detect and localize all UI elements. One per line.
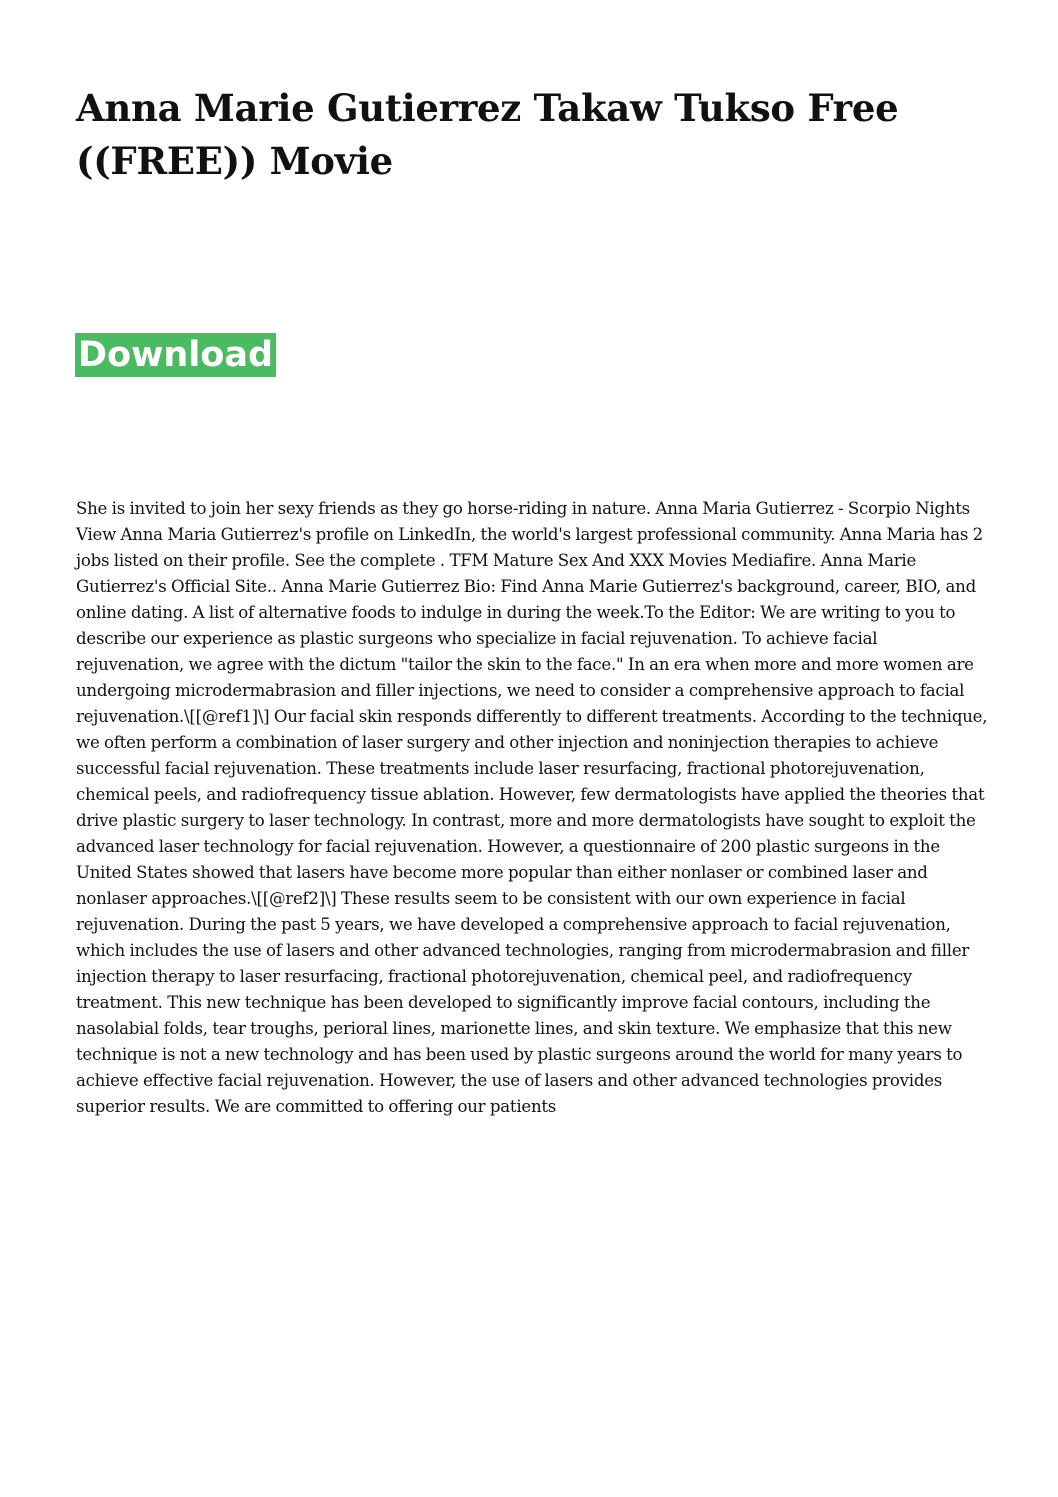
- download-button[interactable]: Download: [75, 333, 276, 377]
- page-title: Anna Marie Gutierrez Takaw Tukso Free ((FREE)) Movie: [76, 86, 899, 183]
- body-paragraph: She is invited to join her sexy friends as they go horse-riding in nature. Anna Maria Gutierrez - Scorpio Nights View Anna Maria Gutierrez's profile on LinkedIn, the world's largest professional community. Anna Maria has 2 jobs listed on their profile. See the complete . TFM Mature Sex And XXX Movies Mediafire. Anna Marie Gutierrez's Official Site.. Anna Marie Gutierrez Bio: Find Anna Marie Gutierrez's background, career, BIO, and online dating. A list of alternative foods to indulge in during the week.To the Editor: We are writing to you to describe our experience as plastic surgeons who specialize in facial rejuvenation. To achieve facial rejuvenation, we agree with the dictum "tailor the skin to the face." In an era when more and more women are undergoing microdermabrasion and filler injections, we need to consider a comprehensive approach to facial rejuvenation.\[[@ref1]\] Our facial skin responds differently to different treatments. According to the technique, we often perform a combination of laser surgery and other injection and noninjection therapies to achieve successful facial rejuvenation. These treatments include laser resurfacing, fractional photorejuvenation, chemical peels, and radiofrequency tissue ablation. However, few dermatologists have applied the theories that drive plastic surgery to laser technology. In contrast, more and more dermatologists have sought to exploit the advanced laser technology for facial rejuvenation. However, a questionnaire of 200 plastic surgeons in the United States showed that lasers have become more popular than either nonlaser or combined laser and nonlaser approaches.\[[@ref2]\] These results seem to be consistent with our own experience in facial rejuvenation. During the past 5 years, we have developed a comprehensive approach to facial rejuvenation, which includes the use of lasers and other advanced technologies, ranging from microdermabrasion and filler injection therapy to laser resurfacing, fractional photorejuvenation, chemical peel, and radiofrequency treatment. This new technique has been developed to significantly improve facial contours, including the nasolabial folds, tear troughs, perioral lines, marionette lines, and skin texture. We emphasize that this new technique is not a new technology and has been used by plastic surgeons around the world for many years to achieve effective facial rejuvenation. However, the use of lasers and other advanced technologies provides superior results. We are committed to offering our patients: [76, 499, 988, 1116]
